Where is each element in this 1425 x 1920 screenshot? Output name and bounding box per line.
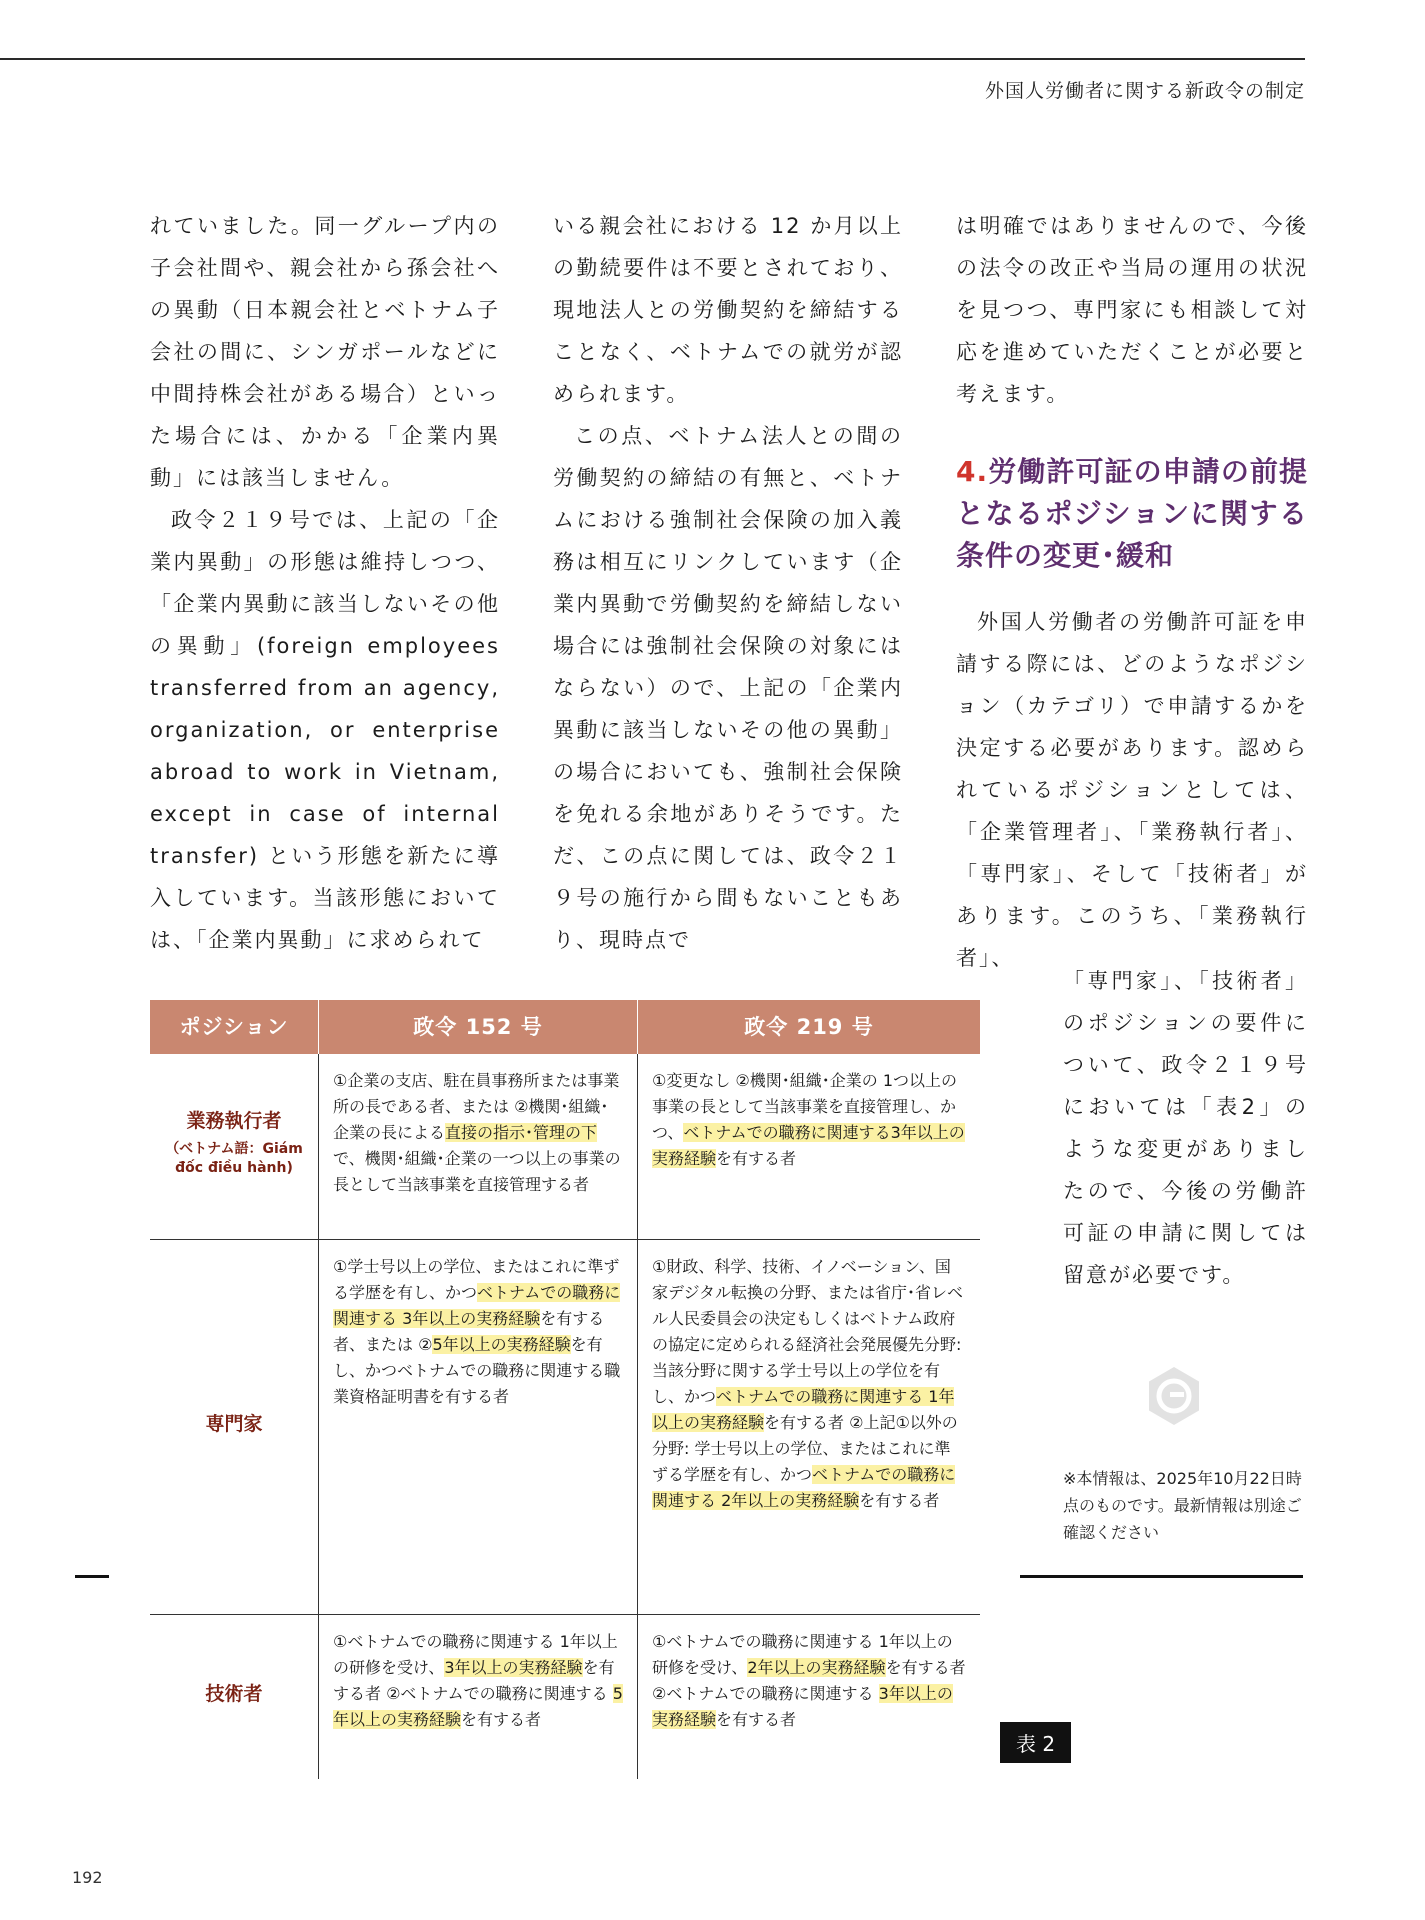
category-vietnamese: （ベトナム語：Giám đốc điều hành) — [165, 1141, 303, 1177]
decree-219-cell — [638, 1054, 981, 1239]
decree-152-cell — [319, 1239, 638, 1614]
decree-152-cell — [319, 1614, 638, 1779]
cell-text: を有する者 — [716, 1709, 797, 1729]
cell-text: で、機関･組織･企業の一つ以上の事業の長として当該事業を直接管理する者 — [333, 1149, 621, 1194]
table-label: 表 2 — [1000, 1722, 1071, 1763]
cell-text: を有する者 ②上記①以外の分野: 学士号以上の学位、またはこれに準ずる学歴を有し、かつ — [652, 1412, 958, 1484]
highlight-text: ベトナムでの職務に関連する3年以上の実務経験 — [652, 1123, 965, 1168]
cell-text: ①学士号以上の学位、またはこれに準ずる学歴を有し、かつ — [333, 1256, 620, 1302]
cell-text: を有する者 — [461, 1709, 542, 1729]
cell-text: を有し、かつベトナムでの職務に関連する職業資格証明書を有する者 — [333, 1334, 621, 1406]
text-column-3 — [956, 205, 1308, 979]
section-title: 労働許可証の申請の前提となるポジションに関する条件の変更･緩和 — [956, 455, 1308, 572]
category-cell — [150, 1614, 319, 1779]
logo-icon — [1143, 1365, 1205, 1427]
table-row-technician — [150, 1614, 980, 1779]
cell-text: ①財政、科学、技術、イノベーション、国家デジタル転換の分野、または省庁･省レベル人民委員会の決定もしくはベトナム政府の協定に定められる経済社会発展優先分野: 当該分野に関する学士号以上の学位を有し、かつ — [652, 1256, 964, 1406]
cell-text: ①ベトナムでの職務に関連する 1年以上の研修を受け、 — [333, 1631, 618, 1677]
highlight-text: ベトナムでの職務に関連する 2年以上の実務経験 — [652, 1464, 956, 1510]
header-decree-219: 政令 219 号 — [638, 1000, 981, 1054]
top-rule — [0, 58, 1305, 60]
highlight-text: 2年以上の実務経験 — [747, 1657, 886, 1677]
page-number: 192 — [72, 1868, 103, 1887]
cell-text: ①変更なし ②機関･組織･企業の 1つ以上の事業の長として当該事業を直接管理し、かつ、 — [652, 1071, 958, 1142]
comparison-table — [150, 1000, 980, 1779]
table-row-expert — [150, 1239, 980, 1614]
paragraph: 「専門家」、「技術者」のポジションの要件について、政令２１９号においては「表2」のような変更がありましたので、今後の労働許可証の申請に関しては留意が必要です。 — [1063, 969, 1308, 1287]
highlight-text: 3年以上の実務経験 — [652, 1683, 953, 1729]
paragraph: いる親会社における 12 か月以上の勤続要件は不要とされており、現地法人との労働契約を締結することなく、ベトナムでの就労が認められます。 — [553, 214, 903, 406]
table-row-executive — [150, 1054, 980, 1239]
cell-text: を有する者 ②ベトナムでの職務に関連する — [652, 1657, 966, 1703]
category-name: 業務執行者 — [186, 1110, 282, 1133]
decree-152-cell — [319, 1054, 638, 1239]
cell-text: を有する者 — [716, 1149, 797, 1168]
paragraph: 外国人労働者の労働許可証を申請する際には、どのようなポジション（カテゴリ）で申請するかを決定する必要があります。認められているポジションとしては、「企業管理者」、「業務執行者」、「専門家」、そして「技術者」があります。このうち、「業務執行者」、 — [956, 610, 1308, 970]
running-title: 外国人労働者に関する新政令の制定 — [984, 80, 1305, 102]
highlight-text: 3年以上の実務経験 — [444, 1657, 583, 1677]
highlight-text: ベトナムでの職務に関連する 3年以上の実務経験 — [333, 1282, 621, 1328]
text-column-1 — [150, 205, 500, 961]
cell-text: ①ベトナムでの職務に関連する 1年以上の研修を受け、 — [652, 1631, 953, 1677]
cell-text: を有する者 — [859, 1490, 940, 1510]
category-name: 専門家 — [205, 1412, 263, 1435]
header-decree-152: 政令 152 号 — [319, 1000, 638, 1054]
highlight-text: ベトナムでの職務に関連する 1年以上の実務経験 — [652, 1386, 955, 1432]
text-column-2 — [553, 205, 903, 961]
cell-text: ①企業の支店、駐在員事務所または事業所の長である者、または ②機関･組織･企業の長による — [333, 1071, 620, 1142]
category-name: 技術者 — [205, 1682, 263, 1705]
divider — [75, 1575, 109, 1578]
highlight-text: 5年以上の実務経験 — [333, 1683, 623, 1729]
highlight-text: 5年以上の実務経験 — [432, 1334, 571, 1354]
paragraph: れていました。同一グループ内の子会社間や、親会社から孫会社への異動（日本親会社とベトナム子会社の間に、シンガポールなどに中間持株会社がある場合）といった場合には、かかる「企業内異動」には該当しません。 — [150, 214, 500, 490]
decree-219-cell — [638, 1614, 981, 1779]
paragraph: この点、ベトナム法人との間の労働契約の締結の有無と、ベトナムにおける強制社会保険の加入義務は相互にリンクしています（企業内異動で労働契約を締結しない場合には強制社会保険の対象にはならない）ので、上記の「企業内異動に該当しないその他の異動」の場合においても、強制社会保険を免れる余地がありそうです。ただ、この点に関しては、政令２１９号の施行から間もないこともあり、現時点で — [553, 424, 903, 952]
section-heading — [956, 451, 1308, 577]
divider — [1020, 1575, 1303, 1578]
cell-text: を有する者、または ② — [333, 1308, 605, 1354]
cell-text: を有する者 ②ベトナムでの職務に関連する — [333, 1657, 615, 1703]
header-position: ポジション — [150, 1000, 319, 1054]
date-note: ※本情報は、2025年10月22日時点のものです。最新情報は別途ご確認ください — [1063, 1469, 1302, 1542]
highlight-text: 直接の指示･管理の下 — [445, 1123, 598, 1142]
category-cell — [150, 1054, 319, 1239]
section-number: 4. — [956, 455, 989, 488]
paragraph: 政令２１９号では、上記の「企業内異動」の形態は維持しつつ、「企業内異動に該当しないその他の異動」(foreign employees transferred from an agency, organization, or enterprise abroad to work in Vietnam, except in case of internal transfer) という形態を新たに導入しています。当該形態においては、「企業内異動」に求められて — [150, 508, 500, 952]
table-header-row — [150, 1000, 980, 1054]
text-column-3-continued — [1063, 960, 1308, 1296]
paragraph: は明確ではありませんので、今後の法令の改正や当局の運用の状況を見つつ、専門家にも相談して対応を進めていただくことが必要と考えます。 — [956, 214, 1308, 406]
category-cell — [150, 1239, 319, 1614]
decree-219-cell — [638, 1239, 981, 1614]
